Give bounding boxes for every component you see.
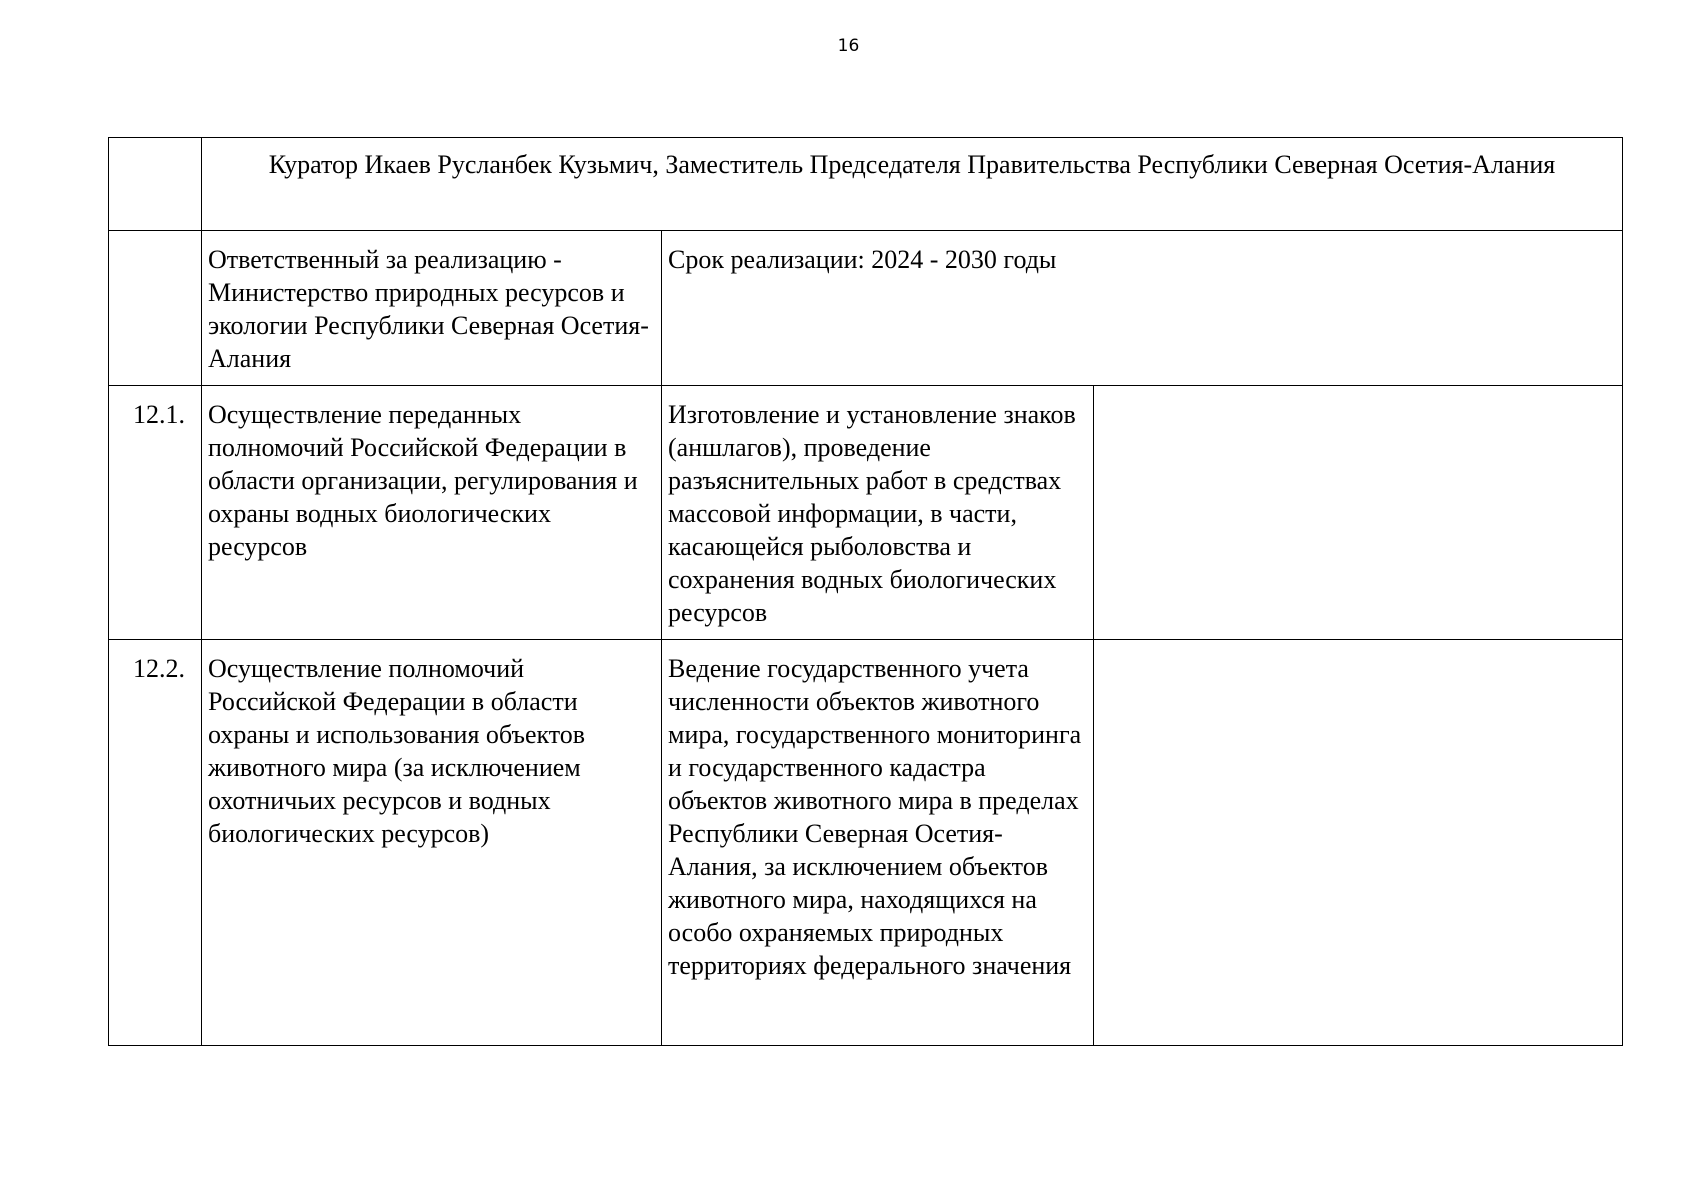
responsible-row — [109, 231, 1623, 386]
item-description-text: Ведение государственного учета численности объектов животного мира, государственного мониторинга и государственного кадастра объектов животного мира в пределах Республики Северная Осетия-Алания, за исключением объектов животного мира, находящихся на особо охраняемых природных территориях федерального значения — [668, 654, 1082, 980]
curator-cell — [202, 138, 1623, 231]
responsible-row-number — [109, 231, 202, 386]
term-cell — [662, 231, 1623, 386]
curator-row-number — [109, 138, 202, 231]
item-description — [662, 386, 1094, 640]
term-text: Срок реализации: 2024 - 2030 годы — [668, 245, 1057, 274]
curator-row — [109, 138, 1623, 231]
page-number: 16 — [837, 36, 860, 56]
item-description-text: Изготовление и установление знаков (аншлагов), проведение разъяснительных работ в средствах массовой информации, в части, касающейся рыболовства и сохранения водных биологических ресурсов — [668, 400, 1076, 627]
curator-text: Куратор Икаев Русланбек Кузьмич, Заместитель Председателя Правительства Республики Северная Осетия-Алания — [268, 150, 1556, 179]
item-task-text: Осуществление переданных полномочий Российской Федерации в области организации, регулирования и охраны водных биологических ресурсов — [208, 400, 638, 561]
item-task — [202, 640, 662, 1046]
item-description — [662, 640, 1094, 1046]
responsible-cell — [202, 231, 662, 386]
item-number: 12.2. — [109, 640, 202, 1046]
item-extra — [1094, 386, 1623, 640]
item-extra — [1094, 640, 1623, 1046]
item-number: 12.1. — [109, 386, 202, 640]
responsible-text: Ответственный за реализацию - Министерство природных ресурсов и экологии Республики Северная Осетия-Алания — [208, 245, 649, 373]
item-task — [202, 386, 662, 640]
table-row — [109, 386, 1623, 640]
project-table — [108, 137, 1623, 1046]
item-task-text: Осуществление полномочий Российской Федерации в области охраны и использования объектов животного мира (за исключением охотничьих ресурсов и водных биологических ресурсов) — [208, 654, 586, 848]
table-row — [109, 640, 1623, 1046]
